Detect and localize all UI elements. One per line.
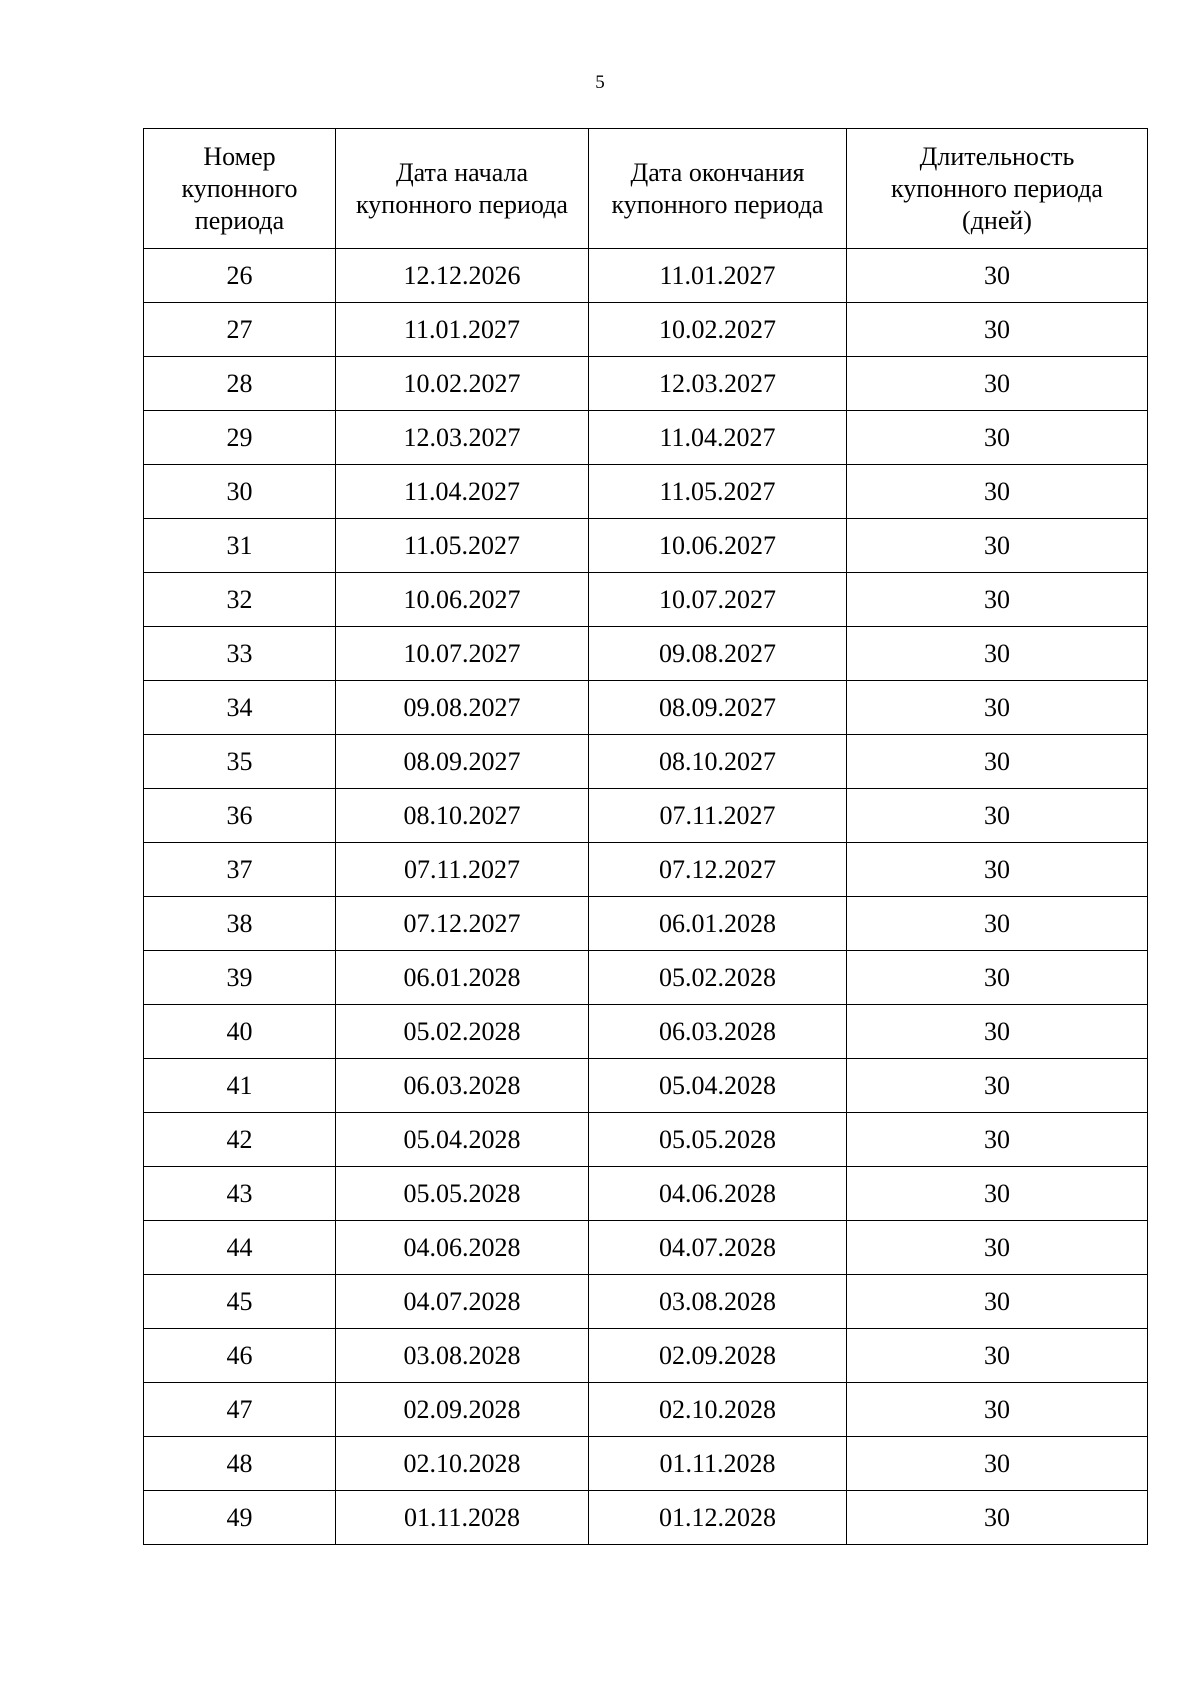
cell-duration: 30 — [847, 357, 1148, 411]
table-row — [144, 1059, 1148, 1113]
cell-period-number: 41 — [144, 1059, 336, 1113]
cell-period-number: 32 — [144, 573, 336, 627]
cell-period-number: 40 — [144, 1005, 336, 1059]
cell-end-date: 07.11.2027 — [589, 789, 847, 843]
cell-end-date: 05.04.2028 — [589, 1059, 847, 1113]
cell-duration: 30 — [847, 519, 1148, 573]
header-duration-label: Длительность купонного периода (дней) — [891, 141, 1103, 235]
table-row — [144, 1275, 1148, 1329]
table-row — [144, 1113, 1148, 1167]
cell-start-date: 12.03.2027 — [336, 411, 589, 465]
table-row — [144, 303, 1148, 357]
cell-start-date: 05.05.2028 — [336, 1167, 589, 1221]
cell-duration: 30 — [847, 735, 1148, 789]
cell-duration: 30 — [847, 789, 1148, 843]
table-row — [144, 1167, 1148, 1221]
cell-period-number: 36 — [144, 789, 336, 843]
cell-end-date: 01.11.2028 — [589, 1437, 847, 1491]
cell-period-number: 35 — [144, 735, 336, 789]
cell-start-date: 07.11.2027 — [336, 843, 589, 897]
header-start-date — [336, 129, 589, 249]
cell-duration: 30 — [847, 465, 1148, 519]
cell-duration: 30 — [847, 1005, 1148, 1059]
cell-duration: 30 — [847, 303, 1148, 357]
cell-end-date: 10.07.2027 — [589, 573, 847, 627]
table-row — [144, 951, 1148, 1005]
header-end-date-label: Дата окончания купонного периода — [611, 157, 824, 219]
cell-start-date: 05.02.2028 — [336, 1005, 589, 1059]
cell-period-number: 43 — [144, 1167, 336, 1221]
table-row — [144, 573, 1148, 627]
table-row — [144, 465, 1148, 519]
cell-duration: 30 — [847, 681, 1148, 735]
cell-period-number: 26 — [144, 249, 336, 303]
cell-period-number: 34 — [144, 681, 336, 735]
cell-start-date: 04.07.2028 — [336, 1275, 589, 1329]
cell-end-date: 06.01.2028 — [589, 897, 847, 951]
cell-start-date: 03.08.2028 — [336, 1329, 589, 1383]
table-row — [144, 627, 1148, 681]
table-row — [144, 1383, 1148, 1437]
cell-duration: 30 — [847, 1167, 1148, 1221]
cell-start-date: 04.06.2028 — [336, 1221, 589, 1275]
header-row — [144, 129, 1148, 249]
cell-end-date: 11.01.2027 — [589, 249, 847, 303]
cell-period-number: 33 — [144, 627, 336, 681]
cell-end-date: 02.09.2028 — [589, 1329, 847, 1383]
cell-start-date: 10.07.2027 — [336, 627, 589, 681]
cell-start-date: 08.10.2027 — [336, 789, 589, 843]
table-row — [144, 843, 1148, 897]
cell-duration: 30 — [847, 843, 1148, 897]
cell-duration: 30 — [847, 951, 1148, 1005]
cell-end-date: 03.08.2028 — [589, 1275, 847, 1329]
cell-start-date: 05.04.2028 — [336, 1113, 589, 1167]
cell-start-date: 11.01.2027 — [336, 303, 589, 357]
cell-duration: 30 — [847, 1275, 1148, 1329]
cell-end-date: 04.06.2028 — [589, 1167, 847, 1221]
cell-period-number: 30 — [144, 465, 336, 519]
cell-duration: 30 — [847, 1383, 1148, 1437]
cell-end-date: 08.09.2027 — [589, 681, 847, 735]
cell-period-number: 27 — [144, 303, 336, 357]
table-header — [144, 129, 1148, 249]
table-row — [144, 735, 1148, 789]
cell-end-date: 10.06.2027 — [589, 519, 847, 573]
table-row — [144, 357, 1148, 411]
cell-end-date: 10.02.2027 — [589, 303, 847, 357]
cell-period-number: 48 — [144, 1437, 336, 1491]
coupon-schedule-table — [143, 128, 1148, 1545]
cell-duration: 30 — [847, 1329, 1148, 1383]
cell-end-date: 11.05.2027 — [589, 465, 847, 519]
cell-end-date: 05.05.2028 — [589, 1113, 847, 1167]
page-number: 5 — [595, 72, 605, 93]
table-row — [144, 1329, 1148, 1383]
table-row — [144, 1491, 1148, 1545]
table-row — [144, 789, 1148, 843]
cell-start-date: 06.03.2028 — [336, 1059, 589, 1113]
cell-duration: 30 — [847, 627, 1148, 681]
cell-end-date: 12.03.2027 — [589, 357, 847, 411]
cell-duration: 30 — [847, 249, 1148, 303]
cell-end-date: 02.10.2028 — [589, 1383, 847, 1437]
cell-end-date: 09.08.2027 — [589, 627, 847, 681]
cell-period-number: 44 — [144, 1221, 336, 1275]
table-row — [144, 897, 1148, 951]
header-end-date — [589, 129, 847, 249]
cell-end-date: 06.03.2028 — [589, 1005, 847, 1059]
cell-start-date: 01.11.2028 — [336, 1491, 589, 1545]
table-row — [144, 249, 1148, 303]
cell-duration: 30 — [847, 573, 1148, 627]
table-row — [144, 681, 1148, 735]
cell-end-date: 11.04.2027 — [589, 411, 847, 465]
table-row — [144, 1221, 1148, 1275]
table-row — [144, 411, 1148, 465]
cell-period-number: 46 — [144, 1329, 336, 1383]
cell-start-date: 09.08.2027 — [336, 681, 589, 735]
table-body — [144, 249, 1148, 1545]
cell-end-date: 05.02.2028 — [589, 951, 847, 1005]
cell-period-number: 29 — [144, 411, 336, 465]
cell-end-date: 08.10.2027 — [589, 735, 847, 789]
cell-start-date: 06.01.2028 — [336, 951, 589, 1005]
cell-period-number: 45 — [144, 1275, 336, 1329]
cell-start-date: 02.09.2028 — [336, 1383, 589, 1437]
cell-period-number: 47 — [144, 1383, 336, 1437]
cell-start-date: 10.06.2027 — [336, 573, 589, 627]
table-row — [144, 1437, 1148, 1491]
header-start-date-label: Дата начала купонного периода — [356, 157, 568, 219]
cell-duration: 30 — [847, 411, 1148, 465]
cell-end-date: 01.12.2028 — [589, 1491, 847, 1545]
cell-duration: 30 — [847, 1059, 1148, 1113]
cell-start-date: 11.04.2027 — [336, 465, 589, 519]
header-duration — [847, 129, 1148, 249]
cell-start-date: 10.02.2027 — [336, 357, 589, 411]
cell-duration: 30 — [847, 1221, 1148, 1275]
cell-period-number: 42 — [144, 1113, 336, 1167]
header-period-number-label: Номер купонного периода — [181, 141, 298, 235]
cell-duration: 30 — [847, 1437, 1148, 1491]
cell-period-number: 37 — [144, 843, 336, 897]
cell-period-number: 38 — [144, 897, 336, 951]
cell-end-date: 04.07.2028 — [589, 1221, 847, 1275]
header-period-number — [144, 129, 336, 249]
table-row — [144, 1005, 1148, 1059]
cell-duration: 30 — [847, 897, 1148, 951]
cell-period-number: 31 — [144, 519, 336, 573]
cell-start-date: 11.05.2027 — [336, 519, 589, 573]
cell-period-number: 49 — [144, 1491, 336, 1545]
cell-start-date: 12.12.2026 — [336, 249, 589, 303]
table-row — [144, 519, 1148, 573]
cell-start-date: 02.10.2028 — [336, 1437, 589, 1491]
cell-start-date: 07.12.2027 — [336, 897, 589, 951]
cell-period-number: 28 — [144, 357, 336, 411]
cell-duration: 30 — [847, 1113, 1148, 1167]
cell-end-date: 07.12.2027 — [589, 843, 847, 897]
cell-start-date: 08.09.2027 — [336, 735, 589, 789]
cell-duration: 30 — [847, 1491, 1148, 1545]
cell-period-number: 39 — [144, 951, 336, 1005]
